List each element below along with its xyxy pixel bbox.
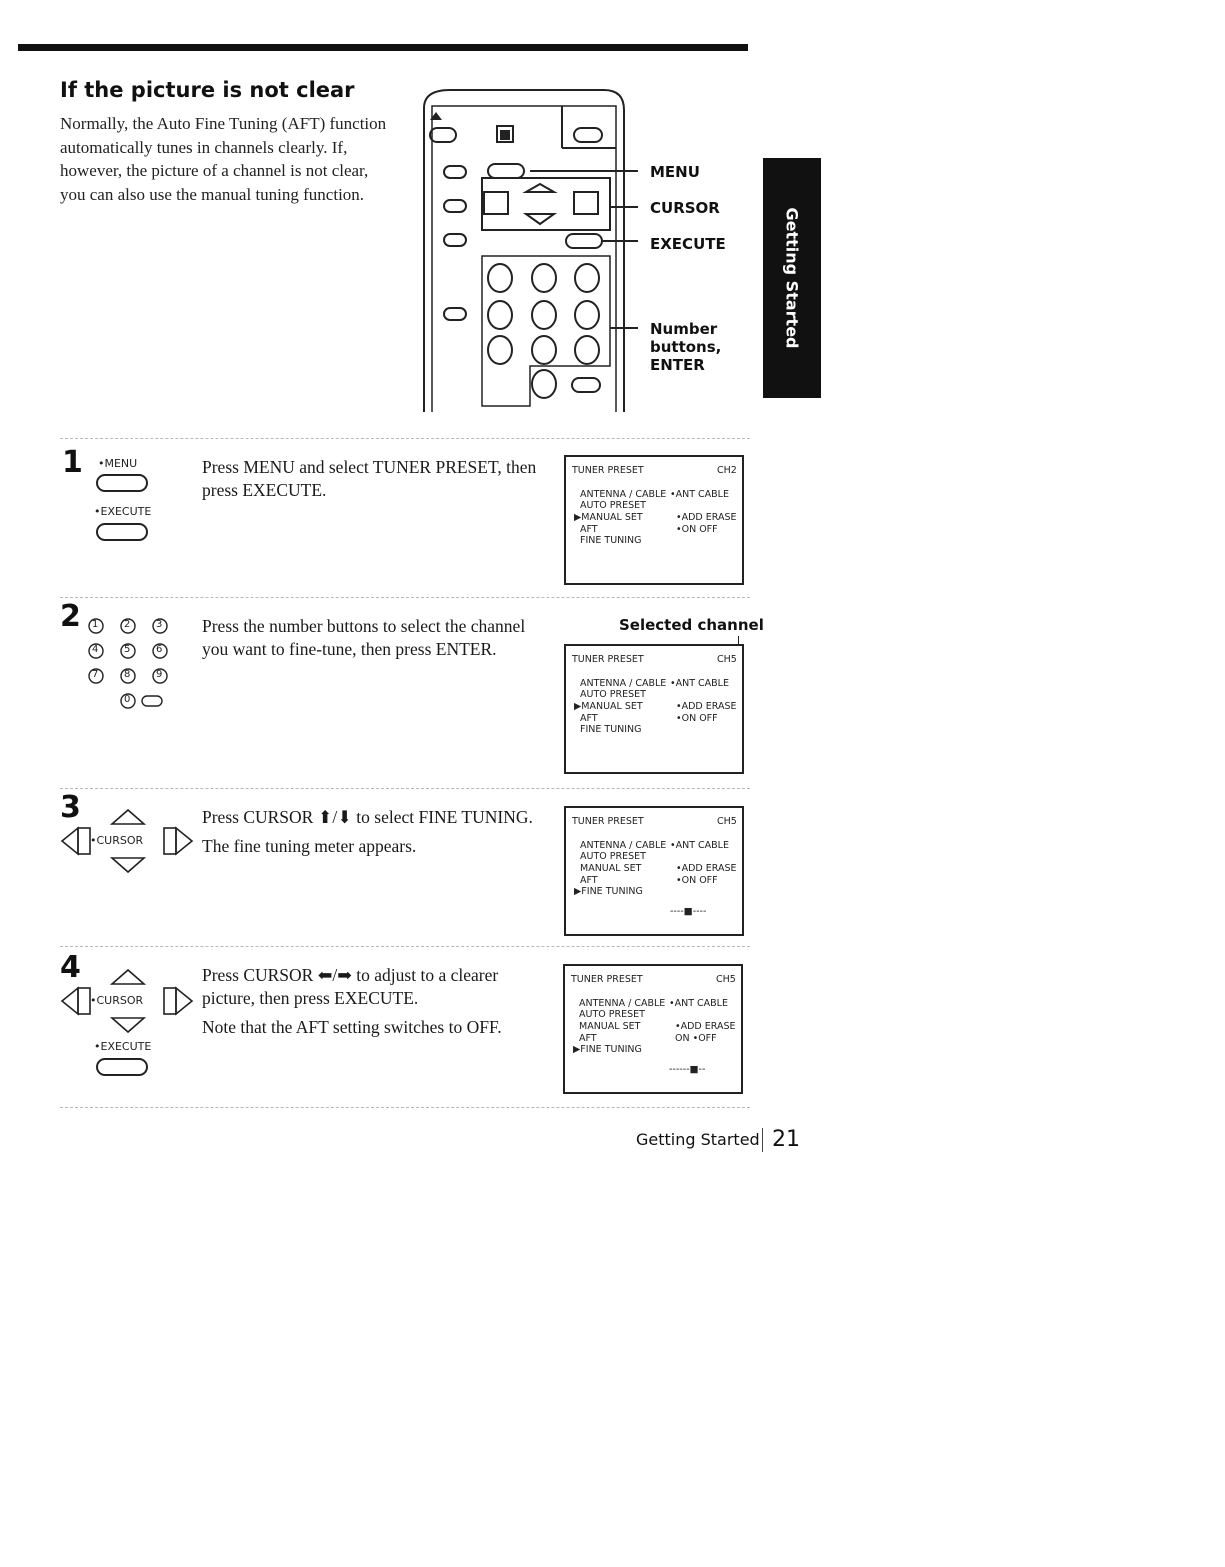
step-3-text: Press CURSOR ⬆/⬇ to select FINE TUNING. The fine tuning meter appears. bbox=[202, 807, 533, 856]
number-buttons-callout: Number buttons, ENTER bbox=[650, 320, 722, 374]
cursor-callout: CURSOR bbox=[650, 199, 720, 217]
cursor-pad-icon: •CURSOR bbox=[60, 966, 194, 1036]
step-number: 4 bbox=[60, 950, 81, 985]
step-number: 1 bbox=[62, 445, 83, 480]
intro-paragraph: Normally, the Auto Fine Tuning (AFT) function automatically tunes in channels clearly. If, however, the picture of a channel is not clear, you can also use the manual tuning function. bbox=[60, 114, 387, 204]
tv-menu-screen: TUNER PRESET CH5 ANTENNA / CABLE •ANT CABLE AUTO PRESET ▶MANUAL SET •ADD ERASE AFT •ON OFF FINE TUNING bbox=[564, 644, 744, 774]
menu-button-icon bbox=[96, 474, 148, 492]
step-1-text: Press MENU and select TUNER PRESET, then press EXECUTE. bbox=[202, 457, 537, 500]
execute-button-label: •EXECUTE bbox=[94, 1040, 152, 1053]
step-number: 2 bbox=[60, 599, 81, 634]
remote-control-illustration bbox=[410, 86, 740, 416]
tv-menu-screen: TUNER PRESET CH2 ANTENNA / CABLE •ANT CABLE AUTO PRESET ▶MANUAL SET •ADD ERASE AFT •ON OFF FINE TUNING bbox=[564, 455, 744, 585]
execute-callout: EXECUTE bbox=[650, 235, 726, 253]
footer-section-label: Getting Started bbox=[636, 1130, 760, 1149]
footer-divider bbox=[762, 1128, 763, 1152]
menu-button-label: •MENU bbox=[98, 457, 138, 470]
cursor-pad-icon: •CURSOR bbox=[60, 806, 194, 876]
step-divider bbox=[60, 1107, 750, 1108]
step-4-text: Press CURSOR ⬅/➡ to adjust to a clearer picture, then press EXECUTE. Note that the AFT setting switches to OFF. bbox=[202, 965, 502, 1037]
step-divider bbox=[60, 946, 750, 947]
fine-tuning-meter: ------■-- bbox=[669, 1064, 706, 1075]
number-keypad-icon: 1 2 3 4 5 6 7 8 9 0 bbox=[86, 614, 186, 714]
top-rule bbox=[18, 44, 748, 51]
selected-channel-caption: Selected channel bbox=[619, 616, 764, 634]
step-divider bbox=[60, 597, 750, 598]
menu-callout: MENU bbox=[650, 163, 700, 181]
section-side-tab: Getting Started bbox=[763, 158, 821, 398]
step-number: 3 bbox=[60, 790, 81, 825]
step-divider bbox=[60, 788, 750, 789]
step-divider bbox=[60, 438, 750, 439]
execute-button-icon bbox=[96, 1058, 148, 1076]
execute-button-label: •EXECUTE bbox=[94, 505, 152, 518]
execute-button-icon bbox=[96, 523, 148, 541]
tv-menu-screen: TUNER PRESET CH5 ANTENNA / CABLE •ANT CABLE AUTO PRESET MANUAL SET •ADD ERASE AFT •ON OFF ▶FINE TUNING ----■---- bbox=[564, 806, 744, 936]
page-number: 21 bbox=[772, 1127, 800, 1152]
tv-menu-screen: TUNER PRESET CH5 ANTENNA / CABLE •ANT CABLE AUTO PRESET MANUAL SET •ADD ERASE AFT ON •OFF ▶FINE TUNING ------■-- bbox=[563, 964, 743, 1094]
step-2-text: Press the number buttons to select the channel you want to fine-tune, then press ENTER. bbox=[202, 616, 526, 659]
fine-tuning-meter: ----■---- bbox=[670, 906, 707, 917]
section-heading: If the picture is not clear bbox=[60, 78, 355, 102]
